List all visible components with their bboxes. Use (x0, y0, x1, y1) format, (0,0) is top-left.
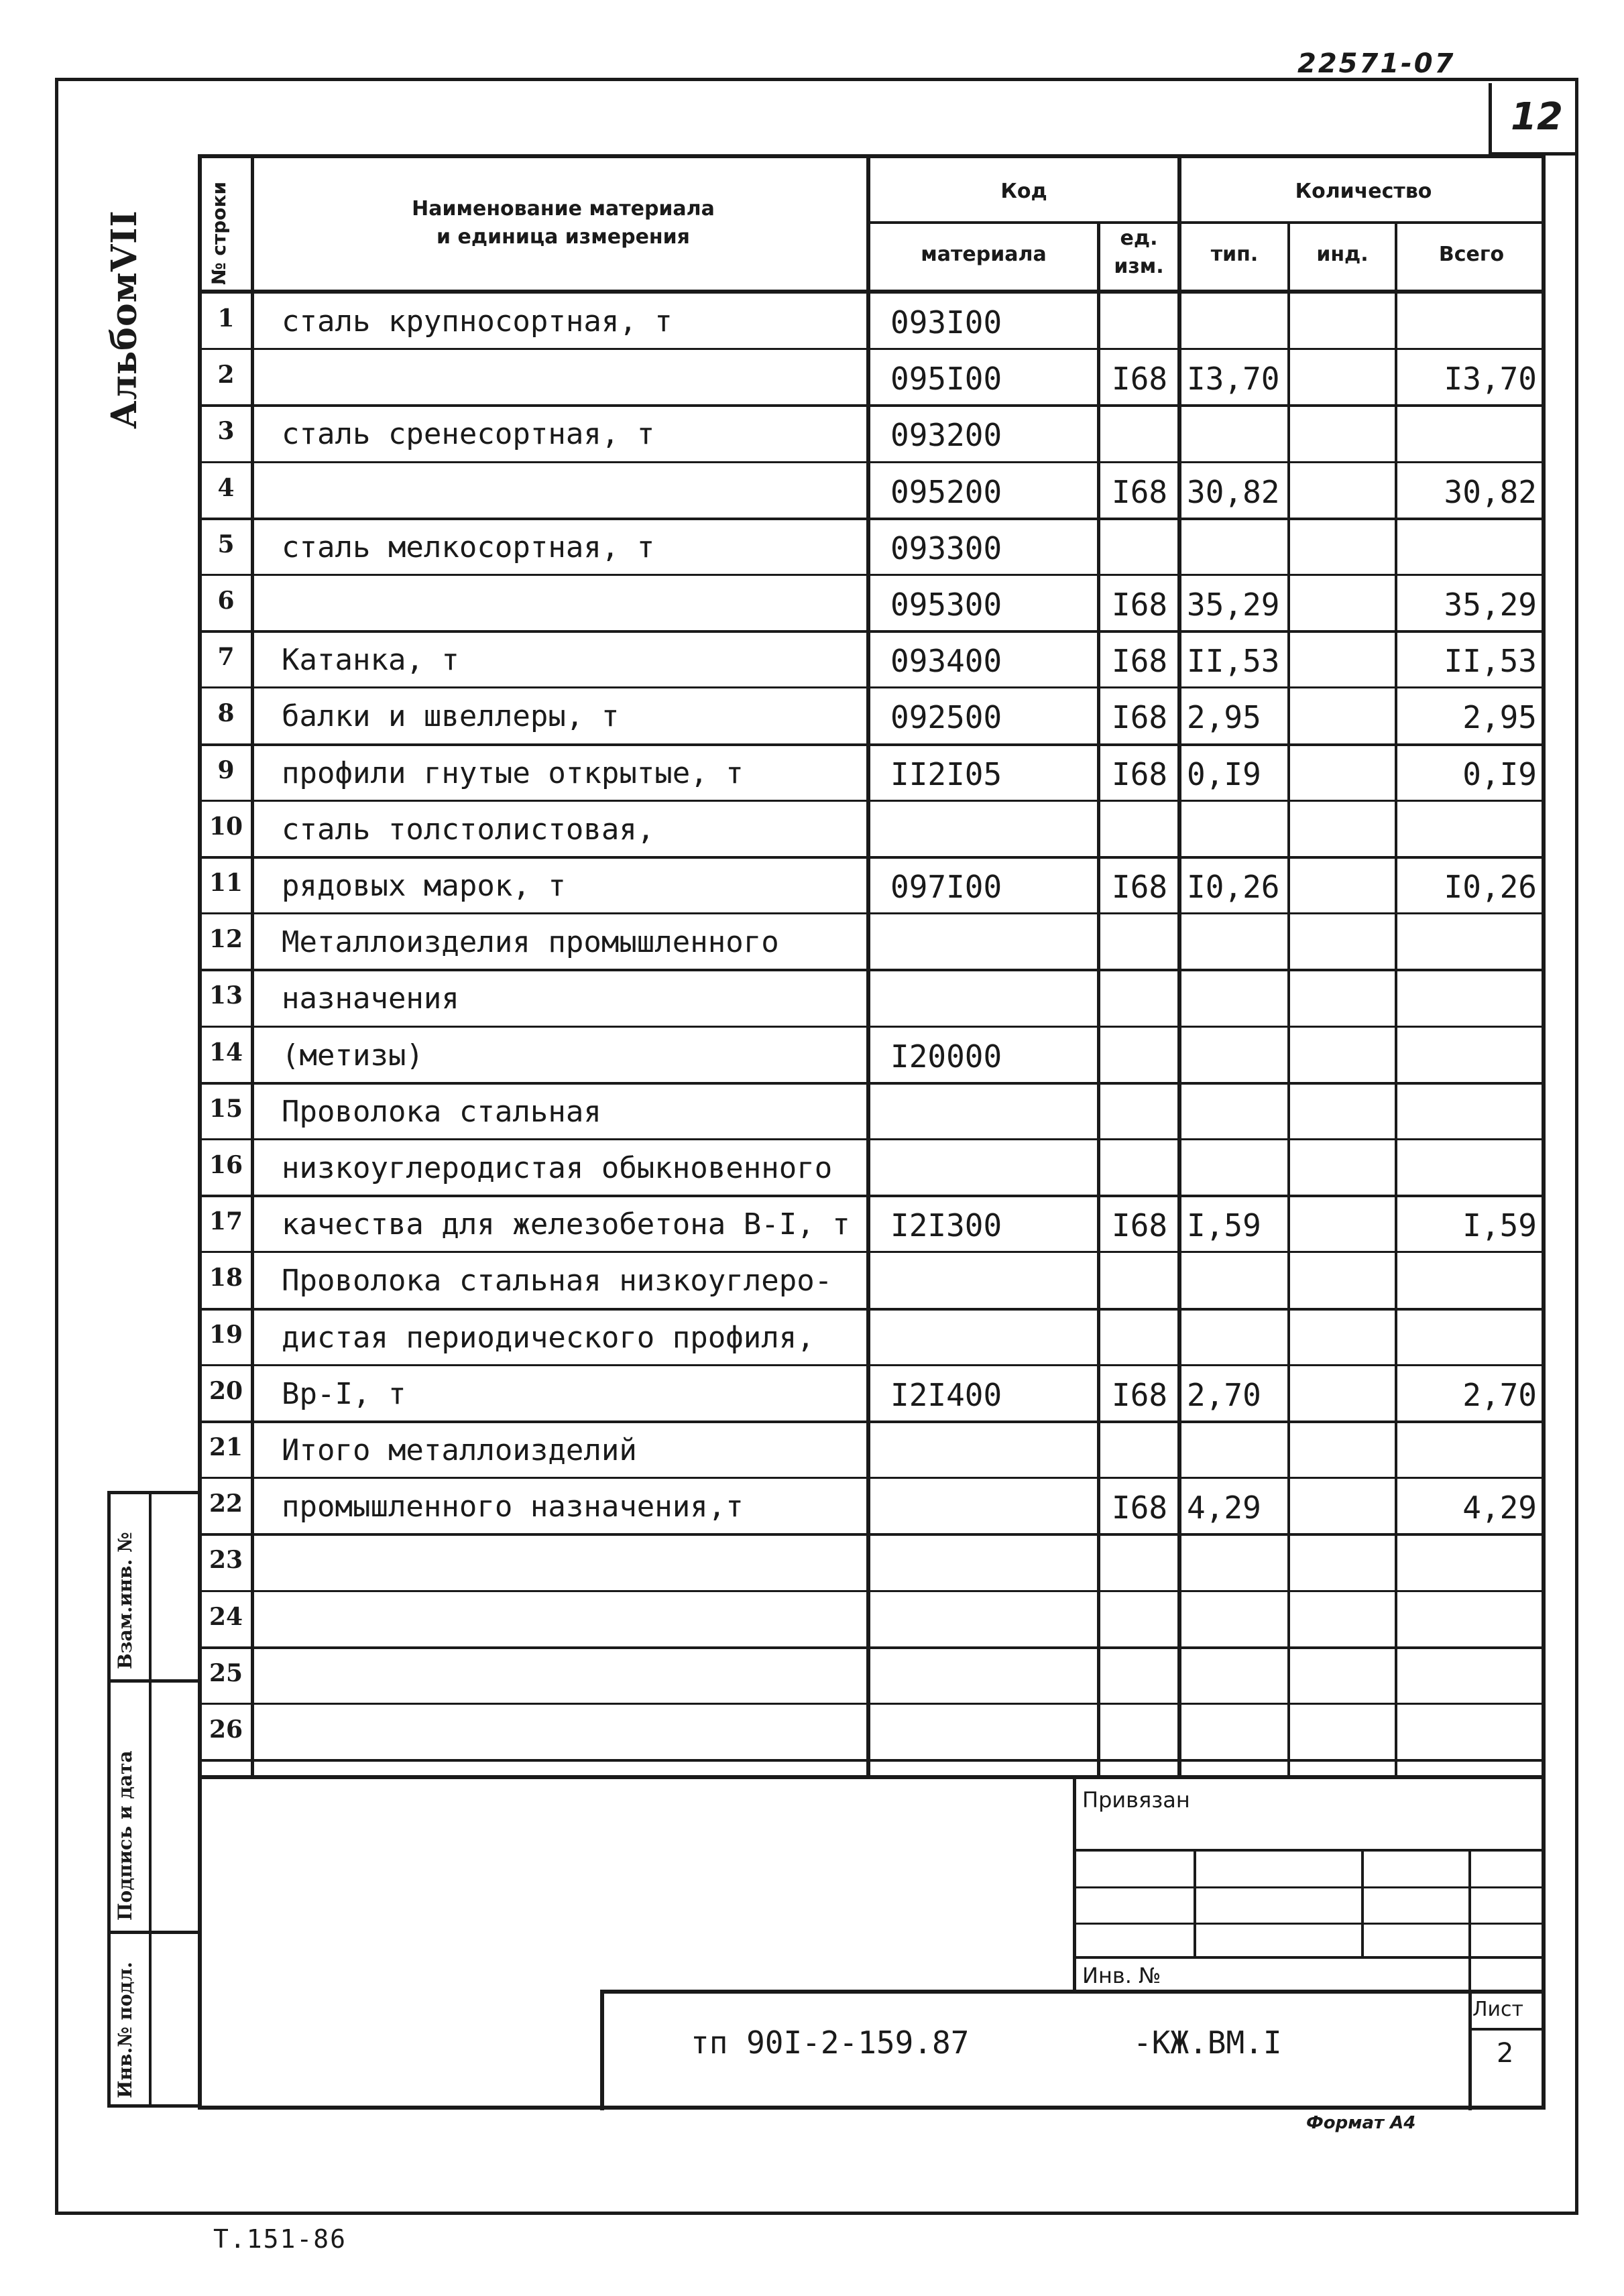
row-divider (198, 348, 1546, 350)
row-number: 16 (209, 1151, 243, 1179)
row-divider (198, 630, 1546, 633)
row-number: 20 (209, 1376, 243, 1405)
header-row-number: № строки (208, 181, 230, 285)
row-divider (198, 1759, 1546, 1762)
row-name: качества для железобетона В-I, т (282, 1207, 850, 1242)
row-divider (198, 1477, 1546, 1479)
header-quantity: Количество (1295, 180, 1432, 203)
row-number: 3 (217, 417, 235, 446)
row-total: 30,82 (1444, 473, 1537, 510)
row-name: Проволока стальная низкоуглеро- (282, 1264, 833, 1298)
row-unit: I68 (1112, 643, 1168, 680)
row-name: Проволока стальная (282, 1094, 601, 1129)
row-number: 21 (209, 1433, 243, 1461)
row-number: 17 (209, 1207, 243, 1236)
row-unit: I68 (1112, 699, 1168, 736)
table-bottom-line (198, 1775, 1546, 1779)
side-stamp-divider (149, 1491, 152, 2108)
row-number: 22 (209, 1490, 243, 1518)
row-total: 35,29 (1444, 587, 1537, 623)
row-tip: 35,29 (1187, 587, 1280, 623)
row-number: 4 (217, 473, 235, 502)
row-code: 097I00 (890, 869, 1002, 905)
row-divider (198, 743, 1546, 746)
stamp-line-d (1073, 1956, 1546, 1959)
title-block-sheet-line (1468, 2028, 1546, 2031)
row-unit: I68 (1112, 1376, 1168, 1413)
row-number: 7 (217, 643, 235, 672)
row-divider (198, 912, 1546, 914)
row-tip: 2,70 (1187, 1376, 1261, 1413)
row-code: 093200 (890, 417, 1002, 454)
header-code: Код (1000, 180, 1047, 203)
row-number: 23 (209, 1546, 243, 1575)
stamp-line-b (1073, 1886, 1546, 1888)
stamp-col-1 (1194, 1849, 1196, 1959)
row-code: 092500 (890, 699, 1002, 736)
side-stamp-line1 (107, 1679, 200, 1683)
row-code: 095200 (890, 473, 1002, 510)
row-divider (198, 1364, 1546, 1366)
title-block-sheet-divider (1468, 1990, 1472, 2110)
row-code: 093I00 (890, 304, 1002, 341)
row-total: 4,29 (1462, 1490, 1537, 1526)
row-number: 12 (209, 925, 243, 954)
row-unit: I68 (1112, 361, 1168, 398)
doc-mark: -КЖ.ВМ.I (1133, 2025, 1282, 2061)
doc-code: тп 90I-2-159.87 (691, 2025, 970, 2061)
row-number: 14 (209, 1038, 243, 1067)
row-name: сталь толстолистовая, (282, 812, 655, 847)
row-name: Вр-I, т (282, 1376, 406, 1411)
row-name: Металлоизделия промышленного (282, 925, 779, 960)
row-divider (198, 1421, 1546, 1423)
row-unit: I68 (1112, 1490, 1168, 1526)
row-name: (метизы) (282, 1038, 424, 1073)
row-unit: I68 (1112, 1207, 1168, 1244)
header-unit-line1: ед. (1120, 227, 1158, 250)
header-mid-line (866, 221, 1546, 224)
row-number: 13 (209, 981, 243, 1010)
row-name: сталь сренесортная, т (282, 417, 655, 452)
side-label-podpis: Подпись и дата (114, 1750, 136, 1921)
stamp-col-2 (1361, 1849, 1364, 1959)
row-tip: I,59 (1187, 1207, 1261, 1244)
row-name: Катанка, т (282, 643, 459, 678)
row-name: сталь крупносортная, т (282, 304, 673, 339)
header-ind: инд. (1316, 243, 1369, 266)
row-code: I2I300 (890, 1207, 1002, 1244)
row-number: 19 (209, 1320, 243, 1349)
row-name: Итого металлоизделий (282, 1433, 637, 1467)
header-unit-line2: изм. (1114, 255, 1164, 278)
row-unit: I68 (1112, 756, 1168, 792)
row-divider (198, 574, 1546, 576)
row-divider (198, 856, 1546, 859)
row-unit: I68 (1112, 587, 1168, 623)
stamp-inv-no: Инв. № (1082, 1963, 1161, 1988)
row-number: 18 (209, 1264, 243, 1292)
row-divider (198, 1590, 1546, 1592)
row-tip: 0,I9 (1187, 756, 1261, 792)
row-code: I2I400 (890, 1376, 1002, 1413)
row-name: назначения (282, 981, 459, 1016)
row-number: 15 (209, 1094, 243, 1123)
row-number: 8 (217, 699, 235, 728)
page-number: 12 (1511, 95, 1563, 139)
row-divider (198, 800, 1546, 802)
row-divider (198, 404, 1546, 407)
document-number: 22571-07 (1297, 48, 1456, 79)
row-tip: 4,29 (1187, 1490, 1261, 1526)
row-unit: I68 (1112, 473, 1168, 510)
row-divider (198, 1082, 1546, 1085)
row-number: 2 (217, 361, 235, 389)
row-divider (198, 969, 1546, 971)
row-name: профили гнутые открытые, т (282, 756, 744, 790)
col-line-code (1097, 221, 1100, 1776)
row-total: II,53 (1444, 643, 1537, 680)
header-name-line1: Наименование материала (412, 197, 715, 221)
row-number: 26 (209, 1715, 243, 1744)
row-divider (198, 1703, 1546, 1705)
col-line-ind (1395, 221, 1397, 1776)
row-name: низкоуглеродистая обыкновенного (282, 1151, 833, 1185)
row-number: 1 (217, 304, 235, 333)
row-name: промышленного назначения,т (282, 1490, 744, 1524)
stamp-line-c (1073, 1923, 1546, 1925)
row-total: I3,70 (1444, 361, 1537, 398)
row-name: дистая периодического профиля, (282, 1320, 815, 1355)
row-tip: 30,82 (1187, 473, 1280, 510)
row-code: 095300 (890, 587, 1002, 623)
row-tip: II,53 (1187, 643, 1280, 680)
row-name: сталь мелкосортная, т (282, 530, 655, 564)
header-material: материала (921, 243, 1047, 266)
row-number: 5 (217, 530, 235, 558)
stamp-line-a (1073, 1849, 1546, 1852)
sheet-number: 2 (1497, 2038, 1514, 2069)
side-stamp-line2 (107, 1931, 200, 1934)
album-label: АльбомVII (104, 210, 145, 429)
col-line-tip (1287, 221, 1290, 1776)
row-total: I0,26 (1444, 869, 1537, 905)
row-unit: I68 (1112, 869, 1168, 905)
row-number: 9 (217, 756, 235, 784)
title-block-left (600, 1990, 604, 2110)
row-name: рядовых марок, т (282, 869, 566, 903)
row-total: I,59 (1462, 1207, 1537, 1244)
row-code: 093400 (890, 643, 1002, 680)
row-total: 2,95 (1462, 699, 1537, 736)
row-code: 093300 (890, 530, 1002, 566)
row-code: 095I00 (890, 361, 1002, 398)
row-total: 2,70 (1462, 1376, 1537, 1413)
form-code: Т.151-86 (213, 2224, 347, 2254)
stamp-privyazan: Привязан (1082, 1787, 1190, 1813)
row-number: 10 (209, 812, 243, 841)
row-divider (198, 461, 1546, 463)
side-label-inv-podl: Инв.№ подл. (114, 1961, 136, 2098)
title-block-top (600, 1990, 1546, 1994)
row-number: 24 (209, 1602, 243, 1631)
header-tip: тип. (1210, 243, 1259, 266)
header-name-line2: и единица измерения (437, 225, 690, 249)
header-total: Всего (1438, 243, 1505, 266)
row-tip: 2,95 (1187, 699, 1261, 736)
row-divider (198, 518, 1546, 520)
row-divider (198, 1308, 1546, 1311)
sheet-label: Лист (1472, 1998, 1524, 2021)
side-label-vzam: Взам.инв. № (114, 1532, 136, 1669)
row-tip: I0,26 (1187, 869, 1280, 905)
row-divider (198, 1138, 1546, 1140)
row-divider (198, 1195, 1546, 1197)
row-number: 11 (209, 869, 243, 897)
row-divider (198, 1026, 1546, 1028)
row-tip: I3,70 (1187, 361, 1280, 398)
row-number: 25 (209, 1658, 243, 1687)
row-divider (198, 1251, 1546, 1253)
header-bottom-line (198, 290, 1546, 294)
row-name: балки и швеллеры, т (282, 699, 620, 734)
row-code: I20000 (890, 1038, 1002, 1075)
row-number: 6 (217, 587, 235, 615)
row-code: II2I05 (890, 756, 1002, 792)
row-divider (198, 1533, 1546, 1536)
page-number-box (1489, 83, 1578, 156)
row-divider (198, 686, 1546, 688)
stamp-col-3 (1468, 1849, 1471, 1991)
row-total: 0,I9 (1462, 756, 1537, 792)
format-label: Формат А4 (1306, 2113, 1416, 2133)
row-divider (198, 1646, 1546, 1649)
